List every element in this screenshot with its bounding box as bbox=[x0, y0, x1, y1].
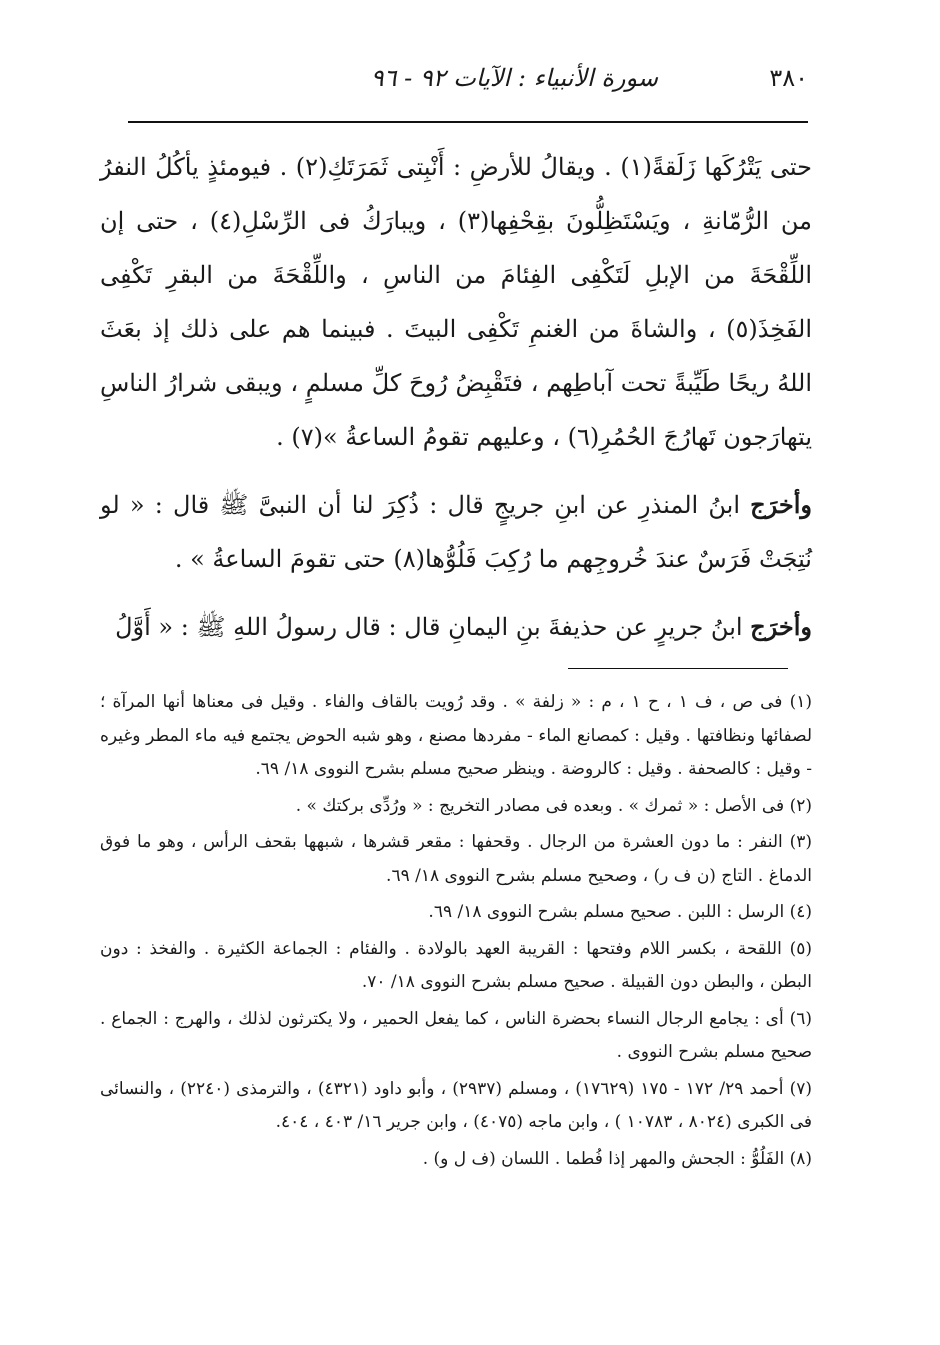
footnote: (٢) فى الأصل : « ثمرك » . وبعده فى مصادر التخريج : « ورُدِّى بركتك » . bbox=[295, 795, 812, 816]
footnote: (٦) أى : يجامع الرجال النساء بحضرة الناس ، كما يفعل الحمير ، ولا يكترثون لذلك ، والهرج : الجماع . صحيح مسلم بشرح النووى . bbox=[100, 1008, 812, 1062]
body-paragraph bbox=[100, 140, 812, 464]
page-header bbox=[128, 62, 808, 102]
paragraph-text: ابنُ المنذرِ عن ابنِ جريجٍ قال : ذُكِرَ لنا أن النبىَّ ﷺ قال : « لو نُتِجَتْ فَرَسٌ عندَ خُروجِهم ما رُكِبَ فَلُوُّها(٨) حتى تقومَ الساعةُ » . bbox=[100, 491, 812, 573]
paragraph-lead: وأخرَج bbox=[750, 612, 812, 641]
body-paragraph bbox=[100, 600, 812, 654]
footnote: (٨) الفَلُوُّ : الجحش والمهر إذا فُطما . اللسان (ف ل و) . bbox=[422, 1148, 812, 1169]
main-text bbox=[100, 140, 812, 654]
page-number: ٣٨٠ bbox=[769, 64, 808, 92]
footnote: (٤) الرسل : اللبن . صحيح مسلم بشرح النووى ١٨/ ٦٩. bbox=[428, 902, 812, 922]
footnotes bbox=[100, 686, 812, 1176]
paragraph-text: حتى يَتْرُكَها زَلَقةً(١) . ويقالُ للأرضِ : أَنْبِتى ثَمَرَتَكِ(٢) . فيومئذٍ يأكُلُ النفرُ من الرُّمّانةِ ، ويَسْتَظِلُّونَ بقِحْفِها(٣) ، ويبارَكُ فى الرِّسْلِ(٤) ، حتى إن اللِّقْحَةَ من الإبلِ لَتَكْفِى الفِئامَ من الناسِ ، واللِّقْحَةَ من البقرِ تَكْفِى الفَخِذَ(٥) ، والشاةَ من الغنمِ تَكْفِى البيتَ . فبينما هم على ذلك إذ بعَثَ اللهُ ريحًا طَيِّبةً تحت آباطِهم ، فتَقْبِضُ رُوحَ كلِّ مسلمٍ ، ويبقى شرارُ الناسِ يتهارَجون تَهارُجَ الحُمُرِ(٦) ، وعليهم تقومُ الساعةُ »(٧) . bbox=[100, 153, 812, 451]
footnote-separator bbox=[568, 668, 788, 669]
footnote: (٣) النفر : ما دون العشرة من الرجال . وقحفها : مقعر قشرها ، شبهها بقحف الرأس ، وهو ما فوق الدماغ . التاج (ن ف ر) ، وصحيح مسلم بشرح النووى ١٨/ ٦٩. bbox=[100, 832, 812, 886]
footnote: (١) فى ص ، ف ١ ، ح ١ ، م : « زلفة » . وقد رُويت بالقاف والفاء . وقيل فى معناها أنها المرآة ؛ لصفائها ونظافتها . وقيل : كمصانع الماء - مفردها مصنع ، وهو شبه الحوض يجتمع فيه ماء المطر وغيره - وقيل : كالصحفة . وقيل : كالروضة . وينظر صحيح مسلم بشرح النووى ١٨/ ٦٩. bbox=[100, 692, 813, 779]
paragraph-lead: وأخرَج bbox=[750, 490, 812, 519]
footnote: (٥) اللقحة ، بكسر اللام وفتحها : القريبة العهد بالولادة . والفئام : الجماعة الكثيرة . والفخذ : دون البطن ، والبطن دون القبيلة . صحيح مسلم بشرح النووى ١٨/ ٧٠. bbox=[100, 938, 812, 992]
header-rule bbox=[128, 121, 808, 123]
footnote: (٧) أحمد ٢٩/ ١٧٢ - ١٧٥ (١٧٦٢٩) ، ومسلم (٢٩٣٧) ، وأبو داود (٤٣٢١) ، والترمذى (٢٢٤٠) ، والنسائى فى الكبرى (٨٠٢٤ ، ١٠٧٨٣ ) ، وابن ماجه (٤٠٧٥) ، وابن جرير ١٦/ ٤٠٣ ، ٤٠٤. bbox=[100, 1078, 812, 1132]
paragraph-text: ابنُ جريرٍ عن حذيفةَ بنِ اليمانِ قال : قال رسولُ اللهِ ﷺ : « أَوَّلُ bbox=[115, 613, 751, 641]
body-paragraph bbox=[100, 478, 812, 586]
running-title: سورة الأنبياء : الآيات ٩٢ - ٩٦ bbox=[370, 64, 658, 92]
